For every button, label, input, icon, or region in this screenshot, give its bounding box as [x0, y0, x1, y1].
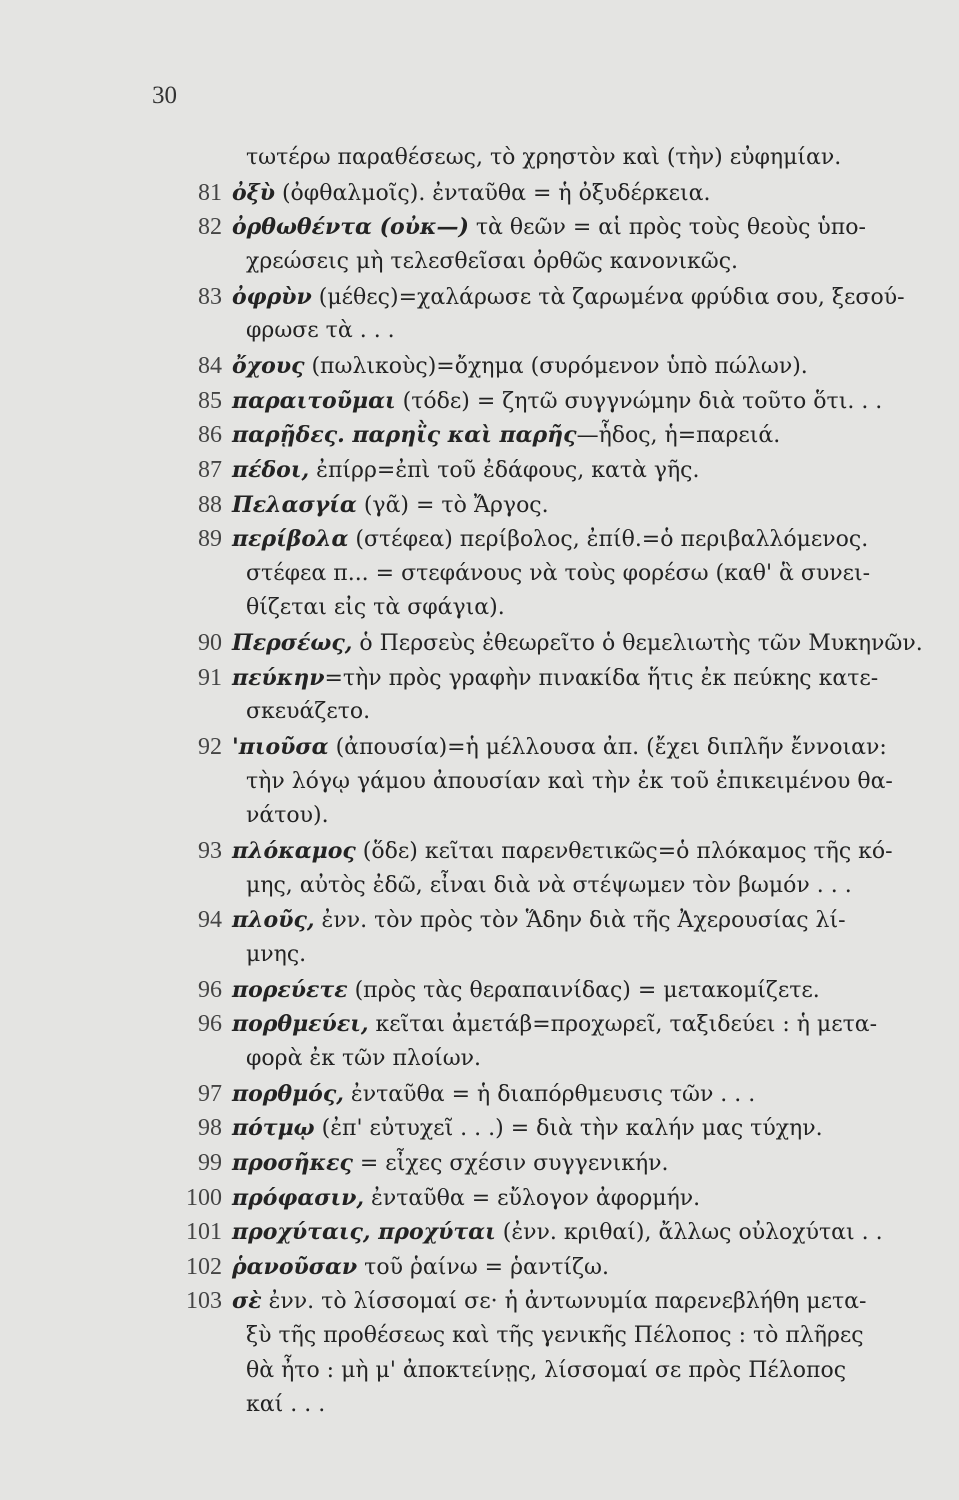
gloss-text: ὁ Περσεὺς ἐθεωρεῖτο ὁ θεμελιωτὴς τῶν Μυκηνῶν.	[352, 631, 923, 657]
entry-text	[246, 1390, 325, 1420]
gloss-text: —ἧδος, ἡ=παρειά.	[576, 423, 781, 449]
entry-number: 102	[186, 1253, 222, 1280]
headword: ὀξὺ	[232, 179, 275, 206]
headword: προσῆκες	[232, 1149, 353, 1176]
entry-text	[246, 801, 329, 831]
gloss-text: (ἐνν. κριθαί), ἄλλως οὐλοχύται . .	[495, 1220, 883, 1246]
gloss-text: (μέθες)=χαλάρωσε τὰ ζαρωμένα φρύδια σου, ξεσού-	[311, 284, 905, 310]
entry-number: 93	[198, 838, 222, 864]
gloss-text: ἐνταῦθα = ἡ διαπόρθμευσις τῶν . . .	[343, 1081, 756, 1107]
headword: πρόφασιν,	[232, 1184, 365, 1211]
entry-number: 81	[198, 179, 222, 206]
entry-number: 83	[198, 283, 222, 310]
entry-text	[232, 1148, 669, 1179]
entry-text	[232, 836, 893, 867]
entry-number: 85	[198, 387, 222, 414]
entry-text	[246, 1321, 864, 1351]
gloss-text: θίζεται εἰς τὰ σφάγια).	[246, 595, 505, 621]
entry-number: 87	[198, 456, 222, 483]
gloss-text: (γᾶ) = τὸ Ἄργος.	[356, 492, 549, 518]
gloss-text: κεῖται ἀμετάβ=προχωρεῖ, ταξιδεύει : ἡ μετα-	[368, 1012, 878, 1038]
gloss-text: χρεώσεις μὴ τελεσθεῖσαι ὀρθῶς κανονικῶς.	[246, 248, 739, 274]
gloss-text: τὴν λόγῳ γάμου ἀπουσίαν καὶ τὴν ἐκ τοῦ ἐπικειμένου θα-	[246, 768, 893, 794]
gloss-text: σκευάζετο.	[246, 699, 371, 725]
gloss-text: τοῦ ῥαίνω = ῥαντίζω.	[357, 1254, 609, 1280]
headword: σὲ	[232, 1288, 262, 1315]
entry-text	[232, 282, 905, 313]
gloss-text: (ἐπ' εὐτυχεῖ . . .) = διὰ τὴν καλήν μας τύχην.	[314, 1116, 823, 1142]
headword: πέδοι,	[232, 456, 310, 483]
entry-number: 94	[198, 907, 222, 934]
headword: πορθμεύει,	[232, 1011, 369, 1038]
gloss-text: = εἶχες σχέσιν συγγενικήν.	[352, 1150, 669, 1176]
gloss-text: (πρὸς τὰς θεραπαινίδας) = μετακομίζετε.	[347, 977, 820, 1003]
entry-text	[232, 1252, 609, 1283]
entry-number: 101	[186, 1219, 222, 1246]
headword: 'πιοῦσα	[232, 734, 329, 761]
gloss-text: τὰ θεῶν = αἱ πρὸς τοὺς θεοὺς ὑπο-	[468, 215, 866, 241]
entry-text	[232, 628, 923, 659]
gloss-text: (στέφεα) περίβολος, ἐπίθ.=ὁ περιβαλλόμενος.	[348, 527, 869, 553]
entry-number: 97	[198, 1080, 222, 1107]
gloss-text: (ὀφθαλμοῖς). ἐνταῦθα = ἡ ὀξυδέρκεια.	[274, 180, 711, 206]
entry-number: 90	[198, 630, 222, 657]
headword: Περσέως,	[232, 630, 353, 657]
gloss-text: μνης.	[246, 941, 307, 967]
entry-text	[232, 386, 882, 417]
entry-number: 88	[198, 491, 222, 518]
headword: παρῇδες. παρηῒς καὶ παρῆς	[232, 422, 577, 449]
entry-text	[246, 767, 893, 797]
entry-number: 92	[198, 734, 222, 761]
entry-number: 84	[198, 352, 222, 379]
entry-text	[232, 732, 887, 763]
entry-text	[232, 1183, 700, 1214]
entry-text	[232, 455, 700, 486]
headword: ῥανοῦσαν	[232, 1253, 358, 1280]
headword: ὀρθωθέντα (οὐκ—)	[232, 214, 469, 241]
gloss-text: ἐπίρρ=ἐπὶ τοῦ ἐδάφους, κατὰ γῆς.	[309, 457, 700, 483]
entry-text	[246, 316, 395, 346]
gloss-text: =τὴν πρὸς γραφὴν πινακίδα ἥτις ἐκ πεύκης κατε-	[324, 665, 879, 691]
headword: πότμῳ	[232, 1115, 315, 1142]
entry-text	[232, 212, 866, 243]
entry-text	[232, 1113, 823, 1144]
entry-text	[232, 663, 878, 694]
headword: παραιτοῦμαι	[232, 387, 396, 414]
entry-text	[232, 420, 780, 451]
gloss-text: ξὺ τῆς προθέσεως καὶ τῆς γενικῆς Πέλοπος : τὸ πλῆρες	[246, 1323, 864, 1349]
entry-text	[246, 559, 870, 589]
headword: ὀφρὺν	[232, 283, 312, 310]
gloss-text: νάτου).	[246, 803, 329, 829]
entry-number: 89	[198, 526, 222, 553]
entry-text	[246, 1356, 846, 1386]
headword: πεύκην	[232, 664, 325, 691]
headword: πορθμός,	[232, 1080, 344, 1107]
entry-text	[232, 1079, 755, 1110]
entry-text	[246, 247, 738, 277]
headword: ὄχους	[232, 352, 305, 379]
gloss-text: (ἀπουσία)=ἡ μέλλουσα ἀπ. (ἔχει διπλῆν ἔννοιαν:	[328, 735, 887, 761]
entry-number: 91	[198, 664, 222, 691]
entry-text	[232, 1009, 877, 1040]
entry-text	[246, 697, 370, 727]
entry-text	[232, 905, 846, 936]
entry-text	[232, 178, 711, 209]
entry-text	[232, 975, 820, 1006]
gloss-text: καί . . .	[246, 1392, 326, 1418]
entry-text	[232, 1217, 883, 1248]
entry-text	[232, 524, 868, 555]
entry-number: 96	[198, 1011, 222, 1038]
gloss-text: ἐνταῦθα = εὔλογον ἀφορμήν.	[364, 1185, 701, 1211]
gloss-text: (τόδε) = ζητῶ συγγνώμην διὰ τοῦτο ὅτι. . .	[395, 388, 883, 414]
headword: πλόκαμος	[232, 838, 356, 864]
entry-number: 96	[198, 976, 222, 1003]
headword: περίβολα	[232, 526, 349, 553]
headword: Πελασγία	[232, 491, 357, 518]
gloss-text: (ὅδε) κεῖται παρενθετικῶς=ὁ πλόκαμος τῆς κό-	[355, 839, 893, 864]
entry-number: 100	[186, 1184, 222, 1211]
gloss-text: μης, αὐτὸς ἐδῶ, εἶναι διὰ νὰ στέψωμεν τὸν βωμόν . . .	[246, 872, 852, 898]
gloss-text: ἐνν. τὸν πρὸς τὸν Ἅδην διὰ τῆς Ἀχερουσίας λί-	[314, 908, 846, 934]
entry-text	[246, 1044, 481, 1074]
entry-number: 98	[198, 1115, 222, 1142]
entry-text	[232, 1286, 866, 1317]
gloss-text: φρωσε τὰ . . .	[246, 318, 395, 344]
entry-number: 103	[186, 1288, 222, 1315]
headword: πορεύετε	[232, 976, 348, 1003]
gloss-text: στέφεα π... = στεφάνους νὰ τοὺς φορέσω (καθ' ἃ συνει-	[246, 560, 871, 586]
headword: προχύταις, προχύται	[232, 1219, 496, 1246]
gloss-text: ἐνν. τὸ λίσσομαί σε· ἡ ἀντωνυμία παρενεβλήθη μετα-	[261, 1289, 867, 1315]
entry-text	[232, 351, 808, 382]
gloss-text: θὰ ἦτο : μὴ μ' ἀποκτείνῃς, λίσσομαί σε πρὸς Πέλοπος	[246, 1357, 847, 1383]
entry-number: 99	[198, 1149, 222, 1176]
entry-number: 86	[198, 422, 222, 449]
entry-text	[246, 940, 306, 970]
gloss-text: φορὰ ἐκ τῶν πλοίων.	[246, 1045, 482, 1071]
entry-text	[246, 143, 841, 173]
headword: πλοῦς,	[232, 907, 315, 934]
page-number: 30	[152, 82, 177, 109]
gloss-text: τωτέρω παραθέσεως, τὸ χρηστὸν καὶ (τὴν) εὐφημίαν.	[246, 145, 842, 170]
entry-text	[232, 490, 549, 521]
entry-text	[246, 593, 505, 623]
entry-number: 82	[198, 214, 222, 241]
gloss-text: (πωλικοὺς)=ὄχημα (συρόμενον ὑπὸ πώλων).	[304, 353, 808, 379]
entry-text	[246, 871, 852, 901]
